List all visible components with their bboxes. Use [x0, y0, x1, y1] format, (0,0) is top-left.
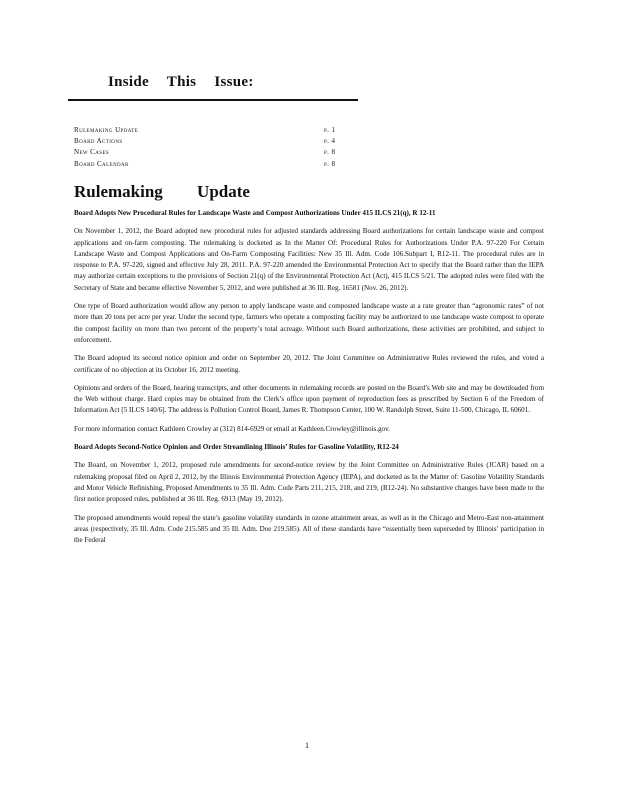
article-paragraph: Opinions and orders of the Board, hearing transcripts, and other documents in rulemaking records are posted on the Board’s Web site and may be downloaded from the Web without charge. Hard copies may be obtained from the Clerk’s office upon payment of reproduction fees as prescribed by Section 6 of the Freedom of Information Act [5 ILCS 140/6]. The address is Pollution Control Board, James R. Thompson Center, 100 W. Randolph Street, Suite 11-500, Chicago, IL 60601. — [74, 383, 544, 415]
article-paragraph: On November 1, 2012, the Board adopted new procedural rules for adjusted standards addressing Board authorizations for certain landscape waste and compost applications and on-farm composting. The rulemaking is docketed as In the Matter Of: Procedural Rules for Authorizations Under P.A. 97-220 For Certain Landscape Waste and Compost Applications and On-Farm Composting Facilities: New 35 Ill. Adm. Code 106.Subpart I, R12-11. The procedural rules are in response to P.A. 97-220, signed and effective July 28, 2011. P.A. 97-220 amended the Environmental Protection Act to specify that the Board rather than the IEPA may authorize certain exceptions to the provisions of Section 21(q) of the Environmental Protection Act (Act), 415 ILCS 5/21. The adopted rules were filed with the Secretary of State and became effective November 5, 2012, and were published at 36 Ill. Reg. 16581 (Nov. 26, 2012). — [74, 227, 544, 292]
toc-item-page: p. 8 — [324, 148, 336, 157]
article-paragraph: For more information contact Kathleen Crowley at (312) 814-6929 or email at Kathleen.Crowley@illinois.gov. — [74, 424, 390, 433]
toc-item — [74, 159, 344, 170]
title-underline — [68, 99, 358, 101]
toc-item — [74, 147, 344, 158]
article-paragraph: The Board, on November 1, 2012, proposed rule amendments for second-notice review by the Joint Committee on Administrative Rules (JCAR) based on a rulemaking proposal filed on April 2, 2012, by the Illinois Environmental Protection Agency (IEPA), and docketed as In the Matter of: Gasoline Volatility Standards and Motor Vehicle Refinishing, Proposed Amendments to 35 Ill. Adm. Code Parts 211, 215, 218, and 219, (R12-24). No substantive changes have been made to the first notice proposed rules, published at 36 Ill. Reg. 6913 (May 19, 2012). — [74, 461, 544, 504]
page-number: 1 — [305, 741, 309, 750]
toc-item-page: p. 1 — [324, 126, 336, 134]
article-paragraph: The proposed amendments would repeal the state’s gasoline volatility standards in ozone attainment areas, as well as in the Chicago and Metro-East non-attainment areas (respectively, 35 Ill. Adm. Code 215.585 and 35 Ill. Adm. Doe 219.585). All of these standards have “essentially been superseded by Illinois’ participation in the Federal — [74, 513, 544, 545]
toc-item-page: p. 4 — [324, 137, 336, 146]
toc-item-label: Board Actions — [74, 137, 123, 146]
article-paragraph: One type of Board authorization would allow any person to apply landscape waste and composted landscape waste at a rate greater than “agronomic rates” of not more than 20 tons per acre per year. Under the second type, farmers who operate a composting facility may be authorized to use landscape waste compost to operate the compost facility on more than two percent of the property’s total acreage. Without such Board authorizations, these activities are prohibited, and subject to enforcement. — [74, 302, 544, 344]
article-paragraph: The Board adopted its second notice opinion and order on September 20, 2012. The Joint Committee on Administrative Rules reviewed the rules, and voted a certificate of no objection at its October 16, 2012 meeting. — [74, 354, 544, 374]
toc-item-page: p. 8 — [324, 159, 336, 168]
table-of-contents — [74, 125, 344, 170]
toc-item-label: Board Calendar — [74, 159, 129, 168]
article-heading: Board Adopts Second-Notice Opinion and Order Streamlining Illinois’ Rules for Gasoline Volatility, R12-24 — [74, 443, 399, 452]
toc-item-label: Rulemaking Update — [74, 126, 139, 134]
toc-item-label: New Cases — [74, 148, 110, 157]
toc-item — [74, 136, 344, 147]
section-heading: Rulemaking Update — [74, 182, 250, 201]
inside-this-issue-title: Inside This Issue: — [108, 74, 254, 90]
article-heading: Board Adopts New Procedural Rules for Landscape Waste and Compost Authorizations Under 415 ILCS 21(q), R 12-11 — [74, 209, 436, 217]
toc-item — [74, 125, 344, 136]
article-landscape-waste — [74, 208, 544, 546]
